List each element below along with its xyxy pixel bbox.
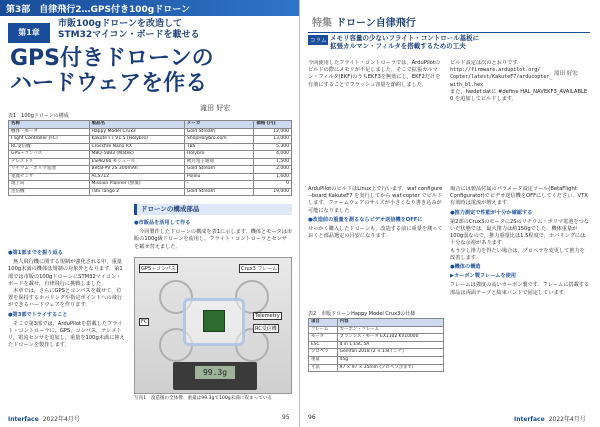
section-heading: ●改造前の重量を測るならビデオ送信機をOFFに [308, 216, 423, 223]
table-row [9, 181, 292, 189]
paragraph: 第2部のCrux3のモータに2Sのリチウム・ポリマ電池をつないだ状態では，最大推力は約150gでした．機体重量が100g弱なので，推力重量比は1.5程度で，ホバリングには十分な余裕があります． [450, 218, 589, 247]
subtitle-line-2: STM32マイコン・ボードを載せる [58, 30, 200, 40]
table-cell: Crossfire Nano RX [89, 143, 184, 151]
code-line: with_bl.hex [450, 81, 484, 88]
label-frame: Crux3 フレーム [241, 266, 278, 272]
table-row [309, 341, 444, 349]
left-body-column-1 [8, 248, 126, 408]
components-heading: ドローンの構成部品 [134, 204, 292, 215]
table-header-row [309, 319, 444, 327]
spec-table-grid [308, 318, 444, 372]
table-cell: 5,300 [254, 143, 292, 151]
table-header-cell: 内容 [337, 319, 443, 327]
chapter-label: 第1章 [8, 23, 50, 43]
table-cell: 0 [254, 181, 292, 189]
table-row [9, 158, 292, 166]
subtitle-line-1: 市販100gドローンを改造して [58, 19, 183, 29]
paragraph: そこで第3部では，ArduPilotを搭載したフライト・コントローラに，GPS，コンパス，テレメトリ，電流センサを追加し，重量を100g未満に抑えたドローンを製作します． [8, 320, 125, 349]
table-cell: 重量 [309, 356, 338, 364]
table-cell: Mission Planner (無償) [89, 181, 184, 189]
table-cell: モータ [309, 334, 338, 342]
label-rc: RC受信機 [255, 326, 277, 332]
table-cell: Gemfan 2018 (2 × 1.8インチ) [337, 349, 443, 357]
table-cell: 機体・モータ [9, 128, 90, 136]
weighing-scale [173, 362, 257, 390]
table-cell: テレメトリ [9, 158, 90, 166]
page-number: 95 [282, 414, 290, 421]
table-header-cell: 製品名 [89, 121, 184, 129]
table-caption: 表2 市販ドローンHappy Model Crux3の仕様 [308, 311, 416, 317]
table-cell: 19,000 [254, 188, 292, 196]
paragraph: フレームは強度の高いカーボン製です．フレームに搭載する部品は両面テープと結束バンドで固定しています． [450, 282, 590, 296]
right-column-4 [450, 186, 590, 408]
issue-date: 2022年4月号 [42, 416, 80, 423]
paragraph: せっかく購入したドローンも，改造する前に重量を測っておくと部品選定の目安になります． [308, 226, 443, 240]
magazine-name: Interface [8, 416, 39, 423]
section-heading: ●機体の構造 [450, 264, 481, 271]
section-heading: ●市販品を活用して作る [134, 220, 191, 226]
table-cell: ACS712 [89, 173, 184, 181]
table-body [309, 326, 444, 372]
parts-table [8, 112, 292, 196]
table-cell: 1,500 [254, 158, 292, 166]
table-cell: Holybro [184, 151, 253, 159]
section-heading: ●推力測定で性能が十分か確認する [450, 209, 533, 216]
table-cell: 4,000 [254, 151, 292, 159]
table-cell: TBS Tango 2 [89, 188, 184, 196]
table-row [9, 128, 292, 136]
table-cell: Pololu [184, 173, 253, 181]
code-line: http://firmware.ardupilot.org/ [450, 67, 541, 74]
table-header-cell: 項目 [309, 319, 338, 327]
part-banner: 第3部 自律飛行2…GPS付き100gドローン [0, 0, 300, 16]
table-cell: 97 × 97 × 35mm (プロペラ含まず) [337, 364, 443, 372]
right-column-2 [450, 60, 590, 180]
section-heading: ●第1部までを振り返る [8, 250, 63, 256]
article-subtitle [58, 19, 200, 41]
table-row [309, 364, 444, 372]
paragraph: 無人飛行機に関する規制が強化される中，重量100g未満の機体は規制の対象外となります．第1部では市販の100gドローンにSTM32マイコン・ボードを載せ，自律飛行に挑戦しました． [8, 259, 123, 287]
table-cell: 秋月電子通商 [184, 158, 253, 166]
table-cell: 寸法 [309, 364, 338, 372]
right-column-3 [308, 186, 444, 304]
paragraph: ArduPilotのビルドはLinux上で行います．waf configure --board KakuteF7 を実行してから waf copter でビルドします．ファームウェアのサイズが小さくなり書き込みが可能になりました． [308, 186, 443, 214]
feature-label: 特集 [312, 18, 332, 29]
paragraph: 今回製作したドローンの構成を表1に示します．機体とモータは市販の100g級ドローンを流用し，フライト・コントローラとセンサを載せ替えました． [134, 229, 292, 250]
table-cell: Happy Model Crux3 [89, 128, 184, 136]
feature-title [312, 14, 416, 29]
label-gps: GPS＋コンパス [141, 266, 176, 272]
section-heading: ●第3部でトライすること [8, 311, 68, 318]
table-header-row [9, 121, 292, 129]
table-cell: Flight Controller (FC) [9, 136, 90, 144]
label-fc: FC [141, 319, 148, 325]
table-row [9, 166, 292, 174]
table-row [9, 143, 292, 151]
table-row [9, 151, 292, 159]
table-cell: TBS [184, 143, 253, 151]
code-line: Copter/latest/KakuteF7/arducopter_ [450, 74, 553, 81]
table-body [9, 128, 292, 196]
parts-table-grid [8, 120, 292, 196]
table-caption: 表1 100gドローンの構成 [8, 113, 69, 119]
table-header-cell: 名称 [9, 121, 90, 129]
table-cell: M8Q-5883 (Matek) [89, 151, 184, 159]
table-header-cell: メーカ [184, 121, 253, 129]
feature-name: ドローン自律飛行 [336, 18, 416, 29]
paragraph: ビルド設定は次のとおりです． [450, 60, 523, 66]
drone-photo [134, 257, 292, 394]
table-header-cell: 価格 [円] [254, 121, 292, 129]
table-row [309, 356, 444, 364]
paragraph: 本章では，さらにGPSとコンパスを載せて，位置を保持するホバリングや指定ポイントへの飛行ができるハードウェアを作ります． [8, 288, 123, 309]
title-line-1: GPS付きドローンの [10, 46, 214, 71]
page-number: 96 [308, 414, 316, 421]
table-row [9, 188, 292, 196]
table-row [9, 136, 292, 144]
table-cell: ShopHolybro.com [184, 136, 253, 144]
column-title-line-1: メモリ容量の少ないフライト・コントロール基板に [330, 34, 480, 42]
table-row [309, 326, 444, 334]
table-cell: 地上局 [9, 181, 90, 189]
column-author: 滝田 好宏 [554, 71, 578, 77]
footer [8, 414, 80, 423]
magazine-name: Interface [514, 416, 545, 423]
table-cell: 2,000 [254, 166, 292, 174]
table-cell: 45g [337, 356, 443, 364]
flight-controller-board [203, 310, 225, 332]
footer [514, 414, 586, 423]
table-cell: カーボン・フレーム [337, 326, 443, 334]
table-cell: プロペラ [309, 349, 338, 357]
table-cell: フレーム [309, 326, 338, 334]
table-row [309, 349, 444, 357]
author-name: 滝田 好宏 [200, 104, 231, 112]
left-body-column-2 [134, 218, 292, 254]
table-row [9, 173, 292, 181]
table-cell: 13,000 [254, 136, 292, 144]
right-page [300, 0, 600, 427]
table-cell: Kakute F7 V1.5 (Holybro) [89, 136, 184, 144]
photo-caption: 写真1 改造後の全体像．重量は99.3gで100g未満に収まっている [134, 396, 273, 401]
subsection-heading: ▶カーボン製フレームを使用 [450, 273, 517, 280]
column-tag: コラム [308, 35, 328, 45]
table-cell: ESP8266 モジュール [89, 158, 184, 166]
label-telemetry: Telemetry [255, 313, 280, 319]
table-cell: Gold Stream [184, 188, 253, 196]
paragraph: 今回使用したフライト・コントローラでは，ArduPilotのビルドの際にメモリが不足しました．そこで拡張カルマン・フィルタ(EKF)のうちEKF3を無効にし，EKF2だけを有効にすることでフラッシュ容量を節約しました． [308, 60, 441, 88]
spec-table [308, 310, 444, 372]
paragraph: また，hwdef.datに #define HAL_NAVEKF3_AVAILABLE 0 を追加してビルドします． [450, 88, 588, 103]
table-cell: ブラシレス・モータ EX1102 KV10000 [337, 334, 443, 342]
article-title [10, 46, 214, 96]
column-title-line-2: 拡張カルマン・フィルタを搭載するための工夫 [330, 42, 466, 50]
table-cell: 4 in 1 ESC 5A [337, 341, 443, 349]
paragraph: もう少し推力を得たい場合は，プロペラを変更して推力を改善します． [450, 247, 585, 261]
table-cell: 送信機 [9, 188, 90, 196]
right-column-1 [308, 60, 444, 180]
table-cell: Gold Stream [184, 166, 253, 174]
scale-display: 99.3g [195, 366, 235, 379]
table-cell: 電流センサ [9, 173, 90, 181]
table-cell: 1,600 [254, 173, 292, 181]
column-title [330, 34, 479, 50]
paragraph: 場合には製品付属のパラメータ設定ツール(BetaFlight Configurator)でビデオ送信機をOFFにしてください．VTX有効時は電流が増えます． [450, 186, 588, 207]
table-cell: BetaFPV 2S 300mAh [89, 166, 184, 174]
issue-date: 2022年4月号 [548, 416, 586, 423]
table-cell: 12,000 [254, 128, 292, 136]
table-cell: Gold Stream [184, 128, 253, 136]
title-line-2: ハードウェアを作る [10, 71, 208, 96]
table-cell: GPS＋コンパス [9, 151, 90, 159]
table-row [309, 334, 444, 342]
table-cell: ESC [309, 341, 338, 349]
table-cell: リチウム・ポリマ電池 [9, 166, 90, 174]
table-cell: - [184, 181, 253, 189]
table-cell: RC受信機 [9, 143, 90, 151]
